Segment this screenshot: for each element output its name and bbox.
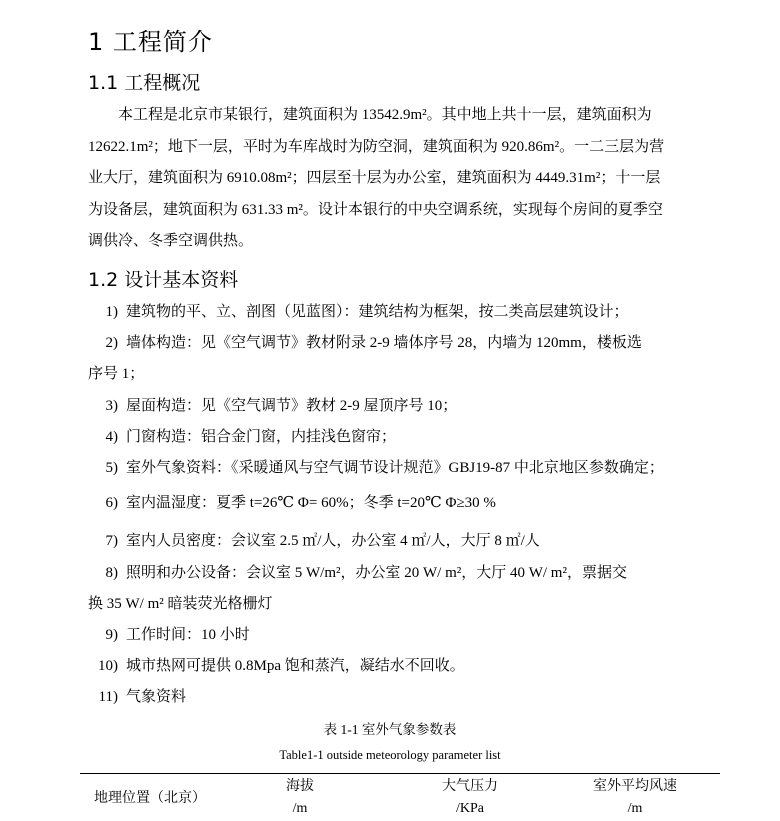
paragraph-line: 为设备层，建筑面积为 631.33 m²。设计本银行的中央空调系统，实现每个房间的夏季空 xyxy=(88,201,663,218)
list-item xyxy=(88,526,708,557)
list-item xyxy=(88,682,708,713)
table-header-windspeed: 室外平均风速 xyxy=(593,779,677,794)
section-title: 1 工程简介 xyxy=(88,28,213,56)
overview-paragraph xyxy=(88,100,708,258)
paragraph-line: 调供冷、冬季空调供热。 xyxy=(88,233,254,249)
table-header-altitude-unit: /m xyxy=(292,801,308,816)
subsection-title-overview: 1.1 工程概况 xyxy=(88,72,201,94)
list-item-number: 1) xyxy=(105,304,118,320)
paragraph-line: 12622.1m²；地下一层，平时为车库战时为防空洞，建筑面积为 920.86m²。一二三层为营 xyxy=(88,138,665,155)
list-item xyxy=(88,391,708,422)
list-item-number: 9) xyxy=(105,627,118,643)
table-header-location: 地理位置（北京） xyxy=(94,791,206,806)
list-item-text: 室外气象资料：《采暖通风与空气调节设计规范》GBJ19-87 中北京地区参数确定； xyxy=(126,460,664,476)
list-item-text: 门窗构造：铝合金门窗，内挂浅色窗帘； xyxy=(126,429,397,445)
list-item-number: 5) xyxy=(105,460,118,476)
list-item xyxy=(88,558,708,589)
list-item xyxy=(88,453,708,484)
table-caption-cn: 表 1-1 室外气象参数表 xyxy=(323,722,457,737)
list-item xyxy=(88,422,708,453)
table-header-pressure-unit: /KPa xyxy=(456,801,484,816)
table-header-altitude: 海拔 xyxy=(286,779,314,794)
list-item-number: 3) xyxy=(105,398,118,414)
list-item xyxy=(88,328,708,359)
meteorology-table xyxy=(80,773,720,816)
list-item-number: 6) xyxy=(105,495,118,511)
list-item-number: 7) xyxy=(105,533,118,549)
list-item-text: 工作时间：10 小时 xyxy=(126,627,250,643)
list-item-continuation: 换 35 W/ m² 暗装荧光格栅灯 xyxy=(88,596,273,612)
list-item-continuation: 序号 1； xyxy=(88,366,145,382)
list-item xyxy=(88,297,708,328)
paragraph-line: 业大厅，建筑面积为 6910.08m²；四层至十层为办公室，建筑面积为 4449.31m²；十一层 xyxy=(88,170,661,186)
list-item-text: 墙体构造：见《空气调节》教材附录 2-9 墙体序号 28，内墙为 120mm，楼板选 xyxy=(126,335,642,351)
list-item-text: 气象资料 xyxy=(126,689,187,705)
list-item-number: 4) xyxy=(105,429,118,445)
paragraph-line: 本工程是北京市某银行，建筑面积为 13542.9m²。其中地上共十一层，建筑面积为 xyxy=(118,107,652,123)
subsection-title-design-data: 1.2 设计基本资料 xyxy=(88,269,239,291)
list-item xyxy=(88,651,708,682)
table-caption-en: Table1-1 outside meteorology parameter list xyxy=(279,748,501,762)
list-item xyxy=(88,488,708,519)
table-header-windspeed-unit: /m xyxy=(627,801,643,816)
table-header-pressure: 大气压力 xyxy=(442,779,498,794)
list-item-number: 2) xyxy=(105,335,118,351)
list-item-text: 照明和办公设备：会议室 5 W/m²，办公室 20 W/ m²，大厅 40 W/ m²，票据交 xyxy=(126,565,627,581)
list-item-number: 11) xyxy=(98,689,118,705)
list-item-text: 建筑物的平、立、剖图（见蓝图）：建筑结构为框架，按二类高层建筑设计； xyxy=(126,304,629,320)
list-item-number: 10) xyxy=(98,658,118,674)
list-item-text: 室内人员密度：会议室 2.5 ㎡/人，办公室 4 ㎡/人，大厅 8 ㎡/人 xyxy=(126,533,540,549)
list-item-number: 8) xyxy=(105,565,118,581)
list-item-text: 城市热网可提供 0.8Mpa 饱和蒸汽，凝结水不回收。 xyxy=(126,658,465,674)
list-item xyxy=(88,620,708,651)
list-item-text: 屋面构造：见《空气调节》教材 2-9 屋顶序号 10； xyxy=(126,398,458,414)
list-item-text: 室内温湿度：夏季 t=26℃ Φ= 60%；冬季 t=20℃ Φ≥30 % xyxy=(126,495,496,511)
